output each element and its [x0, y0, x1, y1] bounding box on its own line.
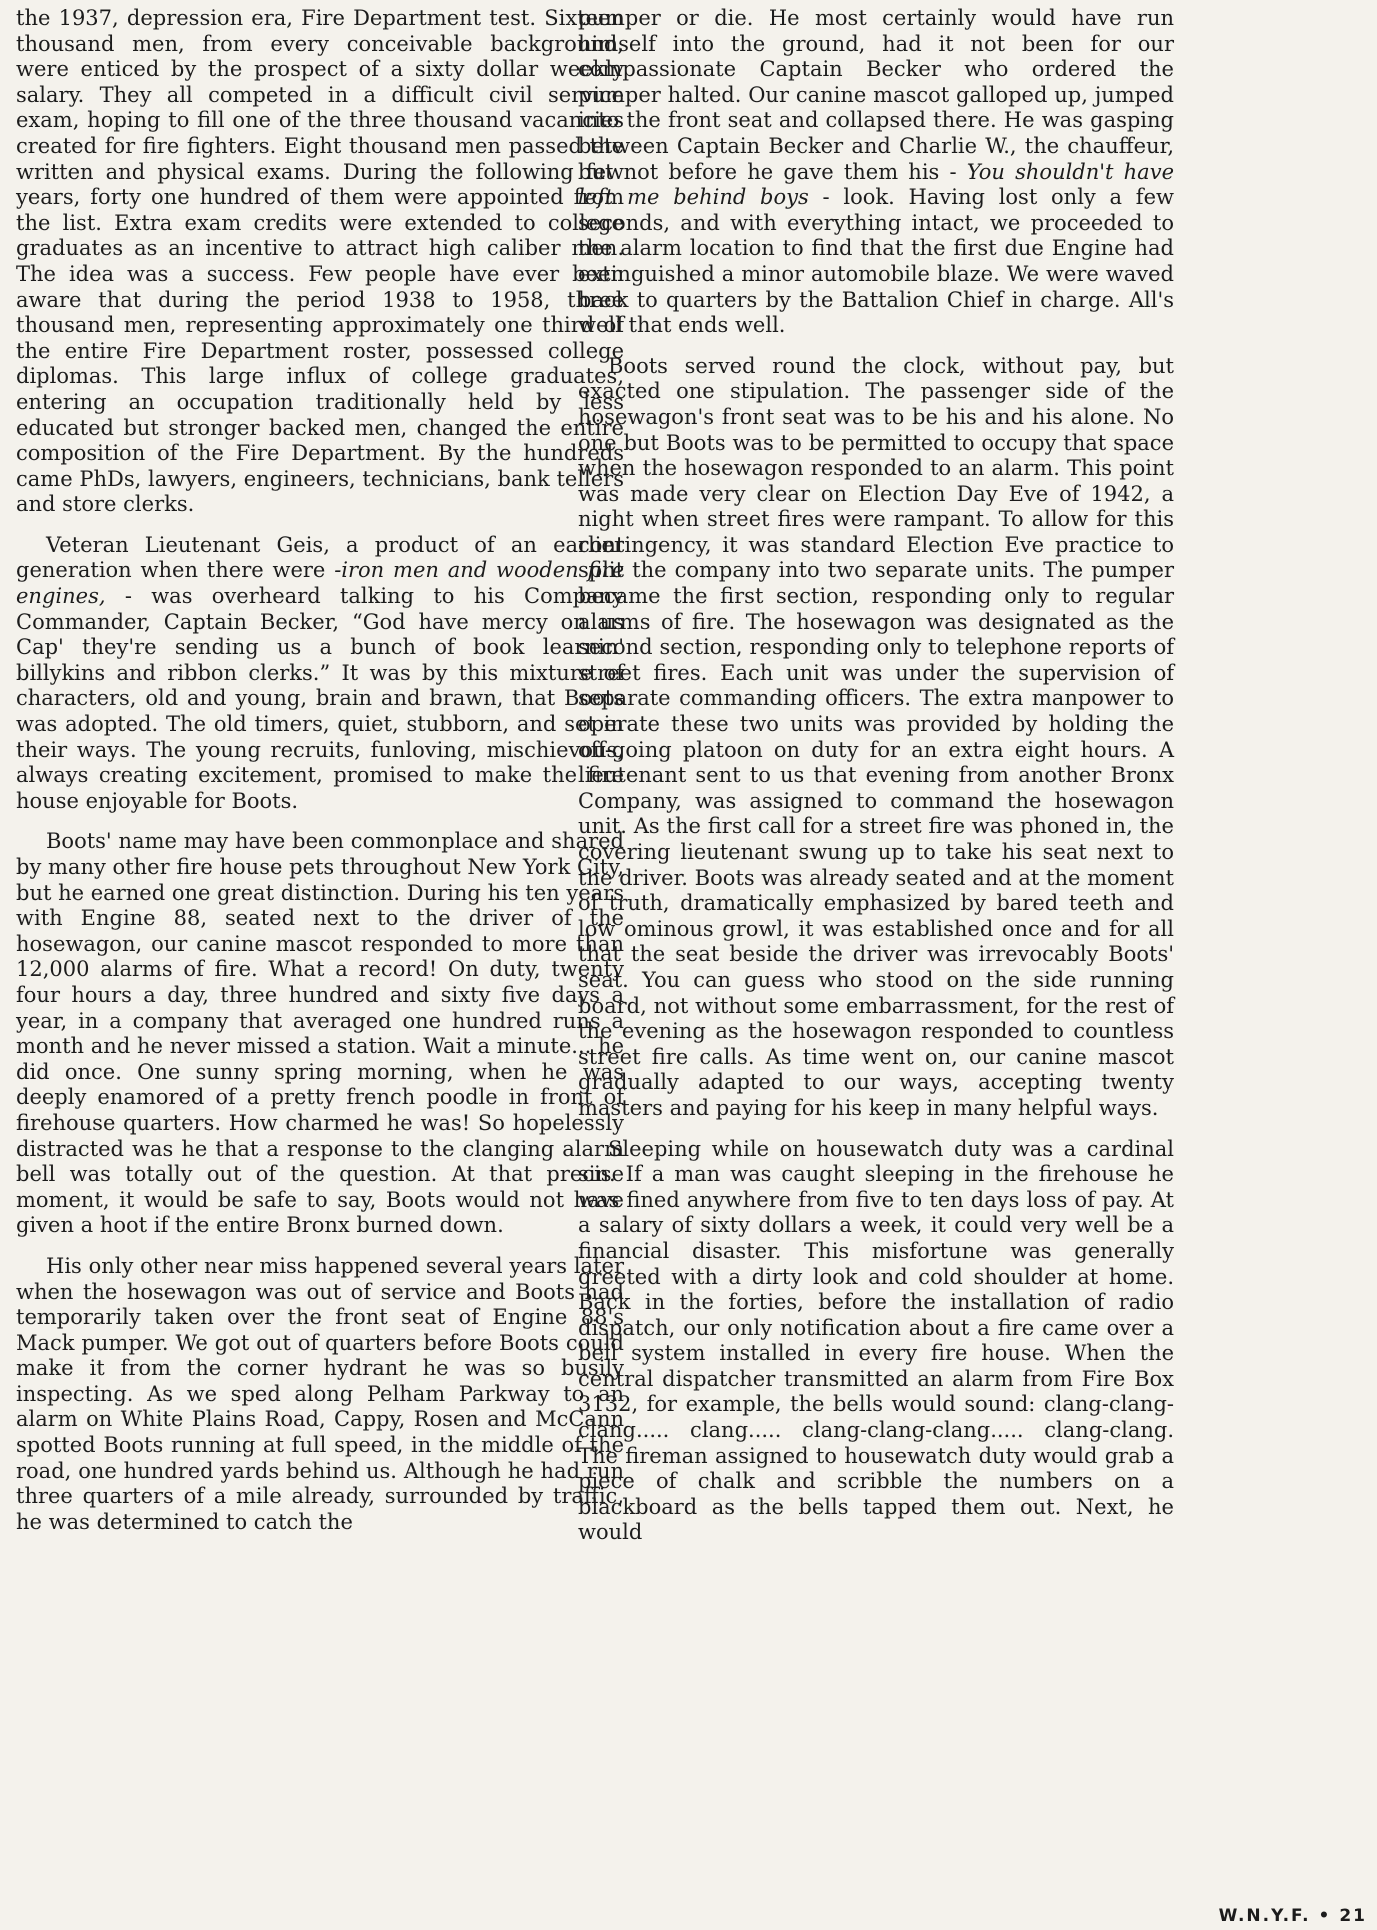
italic-phrase: -iron men and wooden fire engines, [16, 558, 624, 609]
paragraph: His only other near miss happened several years later when the hosewagon was out of service and Boots had temporarily taken over the front seat of Engine 88's Mack pumper. We got out of quarters before Boots could make it from the corner hydrant he was so busily inspecting. As we sped along Pelham Parkway to an alarm on White Plains Road, Cappy, Rosen and McCann spotted Boots running at full speed, in the middle of the road, one hundred yards behind us. Although he had run three quarters of a mile already, surrounded by traffic, he was determined to catch the [16, 1253, 624, 1534]
paragraph [578, 6, 1174, 339]
text-run: - look. Having lost only a few seconds, and with everything intact, we proceeded to the alarm location to find that the first due Engine had extinguished a minor automobile blaze. We were waved back to quarters by the Battalion Chief in charge. All's well that ends well. [578, 185, 1174, 338]
left-column [16, 6, 624, 1535]
paragraph: the 1937, depression era, Fire Department test. Sixteen thousand men, from every conceivable background, were enticed by the prospect of a sixty dollar weekly salary. They all competed in a difficult civil service exam, hoping to fill one of the three thousand vacancies created for fire fighters. Eight thousand men passed the written and physical exams. During the following few years, forty one hundred of them were appointed from the list. Extra exam credits were extended to college graduates as an incentive to attract high caliber men. The idea was a success. Few people have ever been aware that during the period 1938 to 1958, three thousand men, representing approximately one third of the entire Fire Department roster, possessed college diplomas. This large influx of college graduates, entering an occupation traditionally held by less educated but stronger backed men, changed the entire composition of the Fire Department. By the hundreds came PhDs, lawyers, engineers, technicians, bank tellers and store clerks. [16, 6, 624, 517]
right-column [578, 6, 1174, 1546]
italic-phrase: You shouldn't have left me behind boys [578, 159, 1174, 210]
text-run: Veteran Lieutenant Geis, a product of an earlier generation when there were [16, 532, 624, 583]
text-run: pumper or die. He most certainly would have run himself into the ground, had it not been for our compassionate Captain Becker who ordered the pumper halted. Our canine mascot galloped up, jumped into the front seat and collapsed there. He was gasping between Captain Becker and Charlie W., the chauffeur, but not before he gave them his - [578, 6, 1174, 184]
text-run: - was overheard talking to his Company Commander, Captain Becker, “God have mercy on us Cap' they're sending us a bunch of book learnin' billykins and ribbon clerks.” It was by this mixture of characters, old and young, brain and brawn, that Boots was adopted. The old timers, quiet, stubborn, and set in their ways. The young recruits, funloving, mischievous, always creating excitement, promised to make the fire house enjoyable for Boots. [16, 584, 624, 813]
page-footer: W.N.Y.F. • 21 [1218, 1906, 1367, 1926]
paragraph: Boots' name may have been commonplace and shared by many other fire house pets throughout New York City, but he earned one great distinction. During his ten years with Engine 88, seated next to the driver of the hosewagon, our canine mascot responded to more than 12,000 alarms of fire. What a record! On duty, twenty four hours a day, three hundred and sixty five days a year, in a company that averaged one hundred runs a month and he never missed a station. Wait a minute... he did once. One sunny spring morning, when he was deeply enamored of a pretty french poodle in front of firehouse quarters. How charmed he was! So hopelessly distracted was he that a response to the clanging alarm bell was totally out of the question. At that precise moment, it would be safe to say, Boots would not have given a hoot if the entire Bronx burned down. [16, 829, 624, 1238]
paragraph [16, 533, 624, 815]
paragraph: Boots served round the clock, without pay, but exacted one stipulation. The passenger side of the hosewagon's front seat was to be his and his alone. No one but Boots was to be permitted to occupy that space when the hosewagon responded to an alarm. This point was made very clear on Election Day Eve of 1942, a night when street fires were rampant. To allow for this contingency, it was standard Election Eve practice to split the company into two separate units. The pumper became the first section, responding only to regular alarms of fire. The hosewagon was designated as the second section, responding only to telephone reports of street fires. Each unit was under the supervision of separate commanding officers. The extra manpower to operate these two units was provided by holding the off-going platoon on duty for an extra eight hours. A lieutenant sent to us that evening from another Bronx Company, was assigned to command the hosewagon unit. As the first call for a street fire was phoned in, the covering lieutenant swung up to take his seat next to the driver. Boots was already seated and at the moment of truth, dramatically emphasized by bared teeth and low ominous growl, it was established once and for all that the seat beside the driver was irrevocably Boots' seat. You can guess who stood on the side running board, not without some embarrassment, for the rest of the evening as the hosewagon responded to countless street fire calls. As time went on, our canine mascot gradually adapted to our ways, accepting twenty masters and paying for his keep in many helpful ways. [578, 353, 1174, 1120]
paragraph: Sleeping while on housewatch duty was a cardinal sin. If a man was caught sleeping in the firehouse he was fined anywhere from five to ten days loss of pay. At a salary of sixty dollars a week, it could very well be a financial disaster. This misfortune was generally greeted with a dirty look and cold shoulder at home. Back in the forties, before the installation of radio dispatch, our only notification about a fire came over a bell system installed in every fire house. When the central dispatcher transmitted an alarm from Fire Box 3132, for example, the bells would sound: clang-clang-clang..... clang..... clang-clang-clang..... clang-clang. The fireman assigned to housewatch duty would grab a piece of chalk and scribble the numbers on a blackboard as the bells tapped them out. Next, he would [578, 1136, 1174, 1545]
